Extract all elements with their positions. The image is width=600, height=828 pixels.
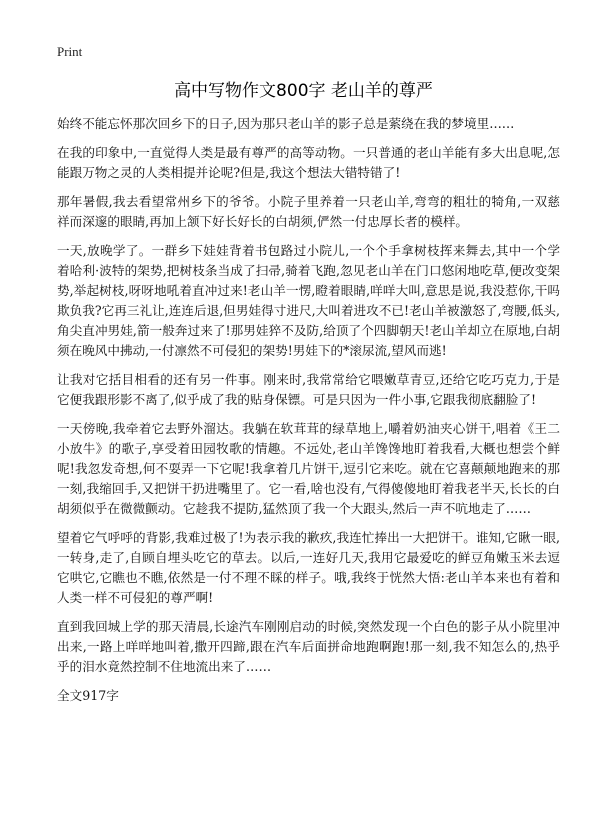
article-body [57, 114, 560, 677]
paragraph: 一天傍晚,我牵着它去野外溜达。我躺在软茸茸的绿草地上,嚼着奶油夹心饼干,唱着《王二小放牛》的歌子,享受着田园牧歌的情趣。不远处,老山羊馋馋地盯着我看,大概也想尝个鲜呢!我忽发奇想,何不耍弄一下它呢!我拿着几片饼干,逗引它来吃。就在它喜颠颠地跑来的那一刻,我缩回手,又把饼干扔进嘴里了。它一看,啥也没有,气得傻傻地盯着我老半天,长长的白胡须似乎在微微颤动。它趁我不提防,猛然顶了我一个大跟头,然后一声不吭地走了…… [57, 421, 560, 516]
paragraph: 望着它气呼呼的背影,我难过极了!为表示我的歉疚,我连忙捧出一大把饼干。谁知,它瞅一眼,一转身,走了,自顾自埋头吃它的草去。以后,一连好几天,我用它最爱吃的鲜豆角嫩玉米去逗它哄它,它瞧也不瞧,依然是一付不理不睬的样子。哦,我终于恍然大悟:老山羊本来也有着和人类一样不可侵犯的尊严啊! [57, 530, 560, 605]
print-link[interactable]: Print [57, 44, 83, 59]
paragraph: 在我的印象中,一直觉得人类是最有尊严的高等动物。一只普通的老山羊能有多大出息呢,怎能跟万物之灵的人类相提并论呢?但是,我这个想法大错特错了! [57, 145, 560, 180]
paragraph: 那年暑假,我去看望常州乡下的爷爷。小院子里养着一只老山羊,弯弯的粗壮的犄角,一双慈祥而深邃的眼睛,再加上颔下好长好长的白胡须,俨然一付忠厚长者的模样。 [57, 194, 560, 229]
paragraph: 直到我回城上学的那天清晨,长途汽车刚刚启动的时候,突然发现一个白色的影子从小院里冲出来,一路上咩咩地叫着,撒开四蹄,跟在汽车后面拼命地跑啊跑!那一刻,我不知怎么的,热乎乎的泪水竟然控制不住地流出来了…… [57, 619, 560, 674]
article-title: 高中写物作文800字 老山羊的尊严 [174, 81, 433, 101]
paragraph: 始终不能忘怀那次回乡下的日子,因为那只老山羊的影子总是萦绕在我的梦境里…… [57, 116, 515, 131]
paragraph: 一天,放晚学了。一群乡下娃娃背着书包路过小院儿,一个个手拿树枝挥来舞去,其中一个学着哈利·波特的架势,把树枝条当成了扫帚,骑着飞跑,忽见老山羊在门口悠闲地吃草,便改变架势,举起树枝,呀呀地吼着直冲过来!老山羊一愣,瞪着眼睛,咩咩大叫,意思是说,我没惹你,干吗欺负我?它再三礼让,连连后退,但男娃得寸进尺,大叫着进攻不已!老山羊被激怒了,弯腰,低头,角尖直冲男娃,箭一般奔过来了!那男娃猝不及防,给顶了个四脚朝天!老山羊却立在原地,白胡须在晚风中拂动,一付凛然不可侵犯的架势!男娃下的*滚尿流,望风而逃! [57, 243, 560, 358]
word-count: 全文917字 [57, 688, 119, 703]
paragraph: 让我对它括目相看的还有另一件事。刚来时,我常常给它喂嫩草青豆,还给它吃巧克力,于是它便我跟形影不离了,似乎成了我的贴身保镖。可是只因为一件小事,它跟我彻底翻脸了! [57, 372, 560, 407]
